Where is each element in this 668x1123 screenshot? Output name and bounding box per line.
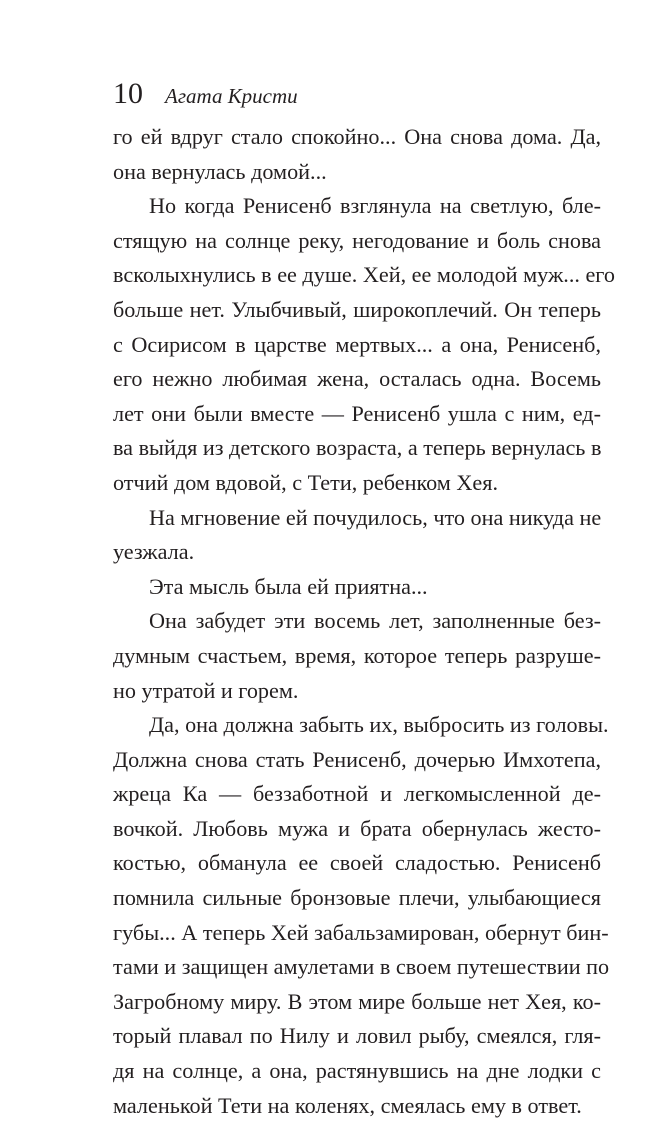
text-line: отчий дом вдовой, с Тети, ребенком Хея.: [113, 469, 498, 495]
text-line: лет они были вместе — Ренисенб ушла с ним, ед-: [113, 400, 601, 426]
text-line: На мгновение ей почудилось, что она никуда не: [149, 504, 602, 530]
text-line: жреца Ка — беззаботной и легкомысленной де-: [113, 781, 601, 807]
text-line: вочкой. Любовь мужа и брата обернулась жесто-: [113, 815, 601, 841]
text-line: помнила сильные бронзовые плечи, улыбающиеся: [113, 885, 601, 911]
body-text: [113, 120, 615, 1123]
text-line: с Осирисом в царстве мертвых... а она, Ренисенб,: [113, 331, 601, 357]
page-number: 10: [113, 77, 143, 110]
text-line: Но когда Ренисенб взглянула на светлую, бле-: [149, 193, 601, 219]
text-line: тами и защищен амулетами в своем путешествии по: [113, 954, 610, 980]
text-line: маленькой Тети на коленях, смеялась ему в ответ.: [113, 1092, 582, 1118]
text-line: она вернулась домой...: [113, 158, 327, 184]
text-line: Она забудет эти восемь лет, заполненные без-: [149, 608, 601, 634]
text-line: стящую на солнце реку, негодование и боль снова: [113, 227, 601, 253]
text-line: больше нет. Улыбчивый, широкоплечий. Он теперь: [113, 296, 601, 322]
text-line: но утратой и горем.: [113, 677, 299, 703]
text-line: дя на солнце, а она, растянувшись на дне лодки с: [113, 1058, 601, 1084]
text-line: Эта мысль была ей приятна...: [149, 573, 428, 599]
text-line: ва выйдя из детского возраста, а теперь вернулась в: [113, 435, 602, 461]
text-line: Загробному миру. В этом мире больше нет Хея, ко-: [113, 988, 601, 1014]
running-title: Агата Кристи: [165, 84, 298, 108]
text-line: торый плавал по Нилу и ловил рыбу, смеялся, гля-: [113, 1023, 601, 1049]
text-line: думным счастьем, время, которое теперь разруше-: [113, 642, 601, 668]
text-line: Должна снова стать Ренисенб, дочерью Имхотепа,: [113, 746, 601, 772]
page-header: [113, 74, 298, 114]
text-line: губы... А теперь Хей забальзамирован, обернут бин-: [113, 919, 609, 945]
text-line: Да, она должна забыть их, выбросить из головы.: [149, 712, 609, 738]
text-line: всколыхнулись в ее душе. Хей, ее молодой муж... его: [113, 262, 615, 288]
text-line: уезжала.: [113, 539, 195, 565]
text-line: костью, обманула ее своей сладостью. Ренисенб: [113, 850, 601, 876]
text-line: его нежно любимая жена, осталась одна. Восемь: [113, 366, 601, 392]
text-line: го ей вдруг стало спокойно... Она снова дома. Да,: [113, 124, 601, 149]
